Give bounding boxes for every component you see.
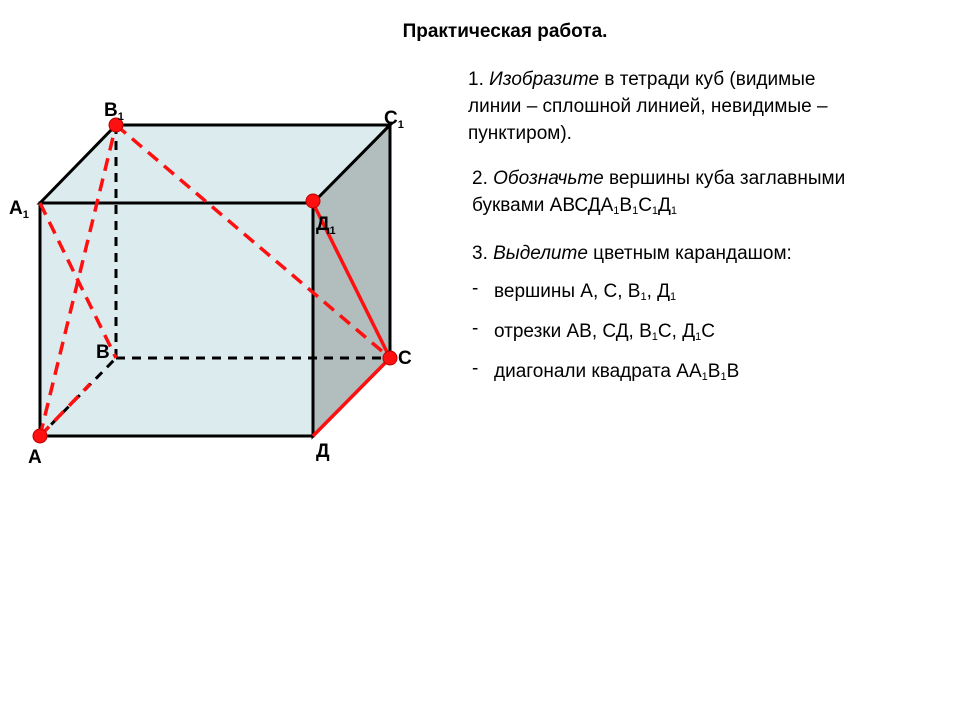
task-3-verb: Выделите [493,243,588,264]
vertex-label-D: Д [316,441,330,462]
vertex-label-A: А [28,447,42,468]
task-1-line2: линии – сплошной линией, невидимые – [468,96,828,117]
task-2-number: 2. [472,168,494,189]
vertex-dot-A [33,429,47,443]
vertex-dot-C [383,351,397,365]
task-1-number: 1. [468,69,490,90]
task-2-verb: Обозначьте [493,168,604,189]
task-3-number: 3. [472,243,494,264]
vertex-label-A1: $А_1$ [9,198,29,221]
task-2-line2: буквами $АВСДА_1В_1С_1Д_1$ [472,195,678,217]
vertex-label-B1: $В_1$ [104,100,124,123]
vertex-label-B: В [96,342,110,363]
task-1-line1: в тетради куб (видимые [599,69,816,90]
page-title: Практическая работа. [402,21,608,42]
task-1-verb: Изобразите [489,69,600,90]
cube-front-face [40,203,313,436]
vertex-label-C1: $С_1$ [384,108,404,131]
task-1-line3: пунктиром). [468,123,572,144]
task-3-line1: цветным карандашом: [587,243,792,264]
task-2-line1: вершины куба заглавными [603,168,846,189]
vertex-label-C: С [398,348,412,369]
vertex-dot-D1 [306,194,320,208]
vertex-label-D1: $Д_1$ [316,214,336,237]
